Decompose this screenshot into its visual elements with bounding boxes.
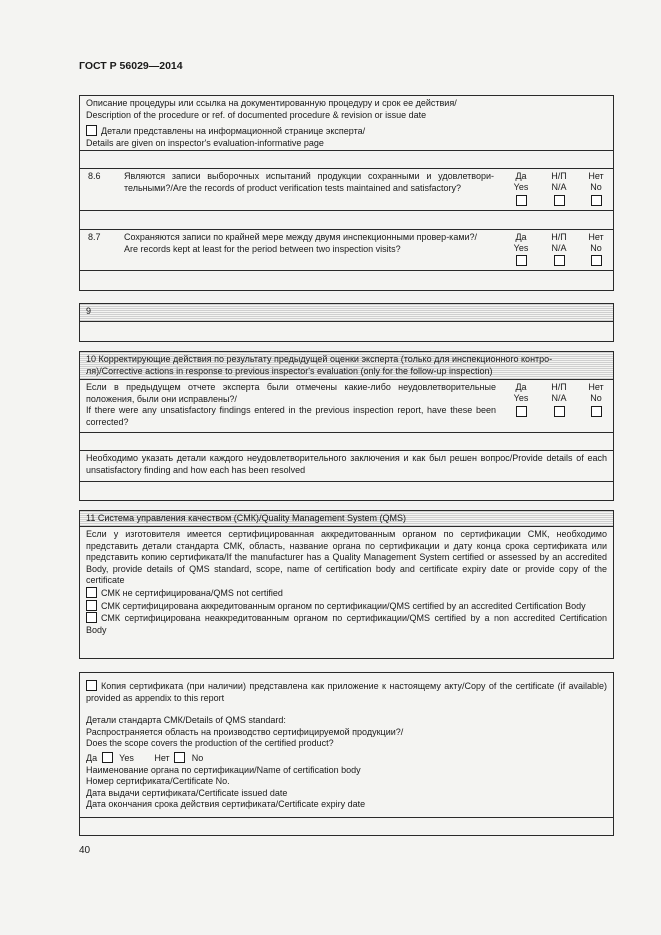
procedure-line-1: Описание процедуры или ссылка на документированную процедуру и срок ее действия/ (86, 98, 457, 108)
blank-row (80, 271, 613, 290)
expiry-date-label: Дата окончания срока действия сертификата/Certificate expiry date (86, 799, 366, 810)
yes-column (504, 171, 538, 210)
scope-yes-checkbox[interactable] (102, 752, 113, 763)
no-label-ru: Нет (588, 232, 604, 242)
yes-checkbox[interactable] (516, 195, 527, 206)
section-9 (79, 303, 614, 342)
no-label: No (191, 752, 204, 763)
qms-option-label: СМК сертифицирована неаккредитованным органом по сертификации/QMS certified by a non accredited Certification Body (86, 613, 607, 635)
na-label-ru: Н/П (551, 382, 567, 392)
yes-label-ru: Да (515, 171, 527, 181)
question-number: 8.6 (88, 171, 101, 181)
qms-intro: Если у изготовителя имеется сертифицированная аккредитованным органом по сертификации СМК, необходимо представить детали стандарта СМК, область, название органа по сертификации и дату конца срока сертификата или представить копию сертификата/If the manufacturer has a Quality Management System certified or assessed by an accredited Body, provide details of QMS standard, scope, name of certification body and certificate expiry date or provide copy of the certificate (86, 529, 607, 586)
question-text (86, 382, 496, 428)
na-label-en: N/A (551, 243, 567, 253)
yes-label-en: Yes (513, 393, 529, 403)
procedure-row (80, 96, 613, 151)
details-text: Необходимо указать детали каждого неудовлетворительного заключения и как был решен вопрос/Provide details of each unsatisfactory finding and how each has been resolved (86, 453, 607, 475)
no-column (579, 232, 613, 270)
certificate-number-label: Номер сертификата/Certificate No. (86, 776, 230, 787)
na-label-en: N/A (551, 393, 567, 403)
details-label-en: Details are given on inspector's evaluation-informative page (86, 137, 324, 148)
section-10 (79, 351, 614, 501)
yes-label-en: Yes (513, 243, 529, 253)
no-column (579, 382, 613, 421)
section-title-row (80, 511, 613, 527)
scope-no-checkbox[interactable] (174, 752, 185, 763)
scope-answers (86, 752, 607, 765)
procedure-line-2: Description of the procedure or ref. of documented procedure & revision or issue date (86, 109, 427, 120)
no-checkbox[interactable] (591, 195, 602, 206)
section-11 (79, 510, 614, 659)
section-title: 10 Корректирующие действия по результату предыдущей оценки эксперта (только для инспекционного контро-ля)/Corrective actions in response to previous inspector's evaluation (only for the follow-up inspection) (86, 354, 553, 376)
blank-row (80, 151, 613, 169)
copy-label: Копия сертификата (при наличии) представлена как приложение к настоящему акту/Copy of the certificate (if available) provided as appendix to this report (86, 681, 607, 703)
yes-checkbox[interactable] (516, 406, 527, 417)
qms-option-label: СМК сертифицирована аккредитованным органом по сертификации/QMS certified by an accredited Certification Body (101, 600, 586, 611)
details-label-ru: Детали представлены на информационной странице эксперта/ (101, 126, 366, 137)
na-checkbox[interactable] (554, 195, 565, 206)
question-corrected (80, 380, 613, 433)
question-number: 8.7 (88, 232, 101, 242)
qms-accredited-checkbox[interactable] (86, 600, 97, 611)
qms-option-1 (86, 587, 607, 600)
section-title: 11 Система управления качеством (СМК)/Quality Management System (QMS) (86, 513, 406, 523)
yes-label-ru: Да (515, 232, 527, 242)
no-checkbox[interactable] (591, 255, 602, 266)
na-label-ru: Н/П (551, 171, 567, 181)
yes-label-ru: Да (515, 382, 527, 392)
yes-column (504, 382, 538, 421)
question-8-7 (80, 230, 613, 271)
qms-options (80, 527, 613, 658)
details-checkbox[interactable] (86, 125, 97, 136)
certification-body-label: Наименование органа по сертификации/Name of certification body (86, 764, 361, 775)
copy-checkbox[interactable] (86, 680, 97, 691)
qms-not-certified-checkbox[interactable] (86, 587, 97, 598)
yes-column (504, 232, 538, 270)
question-text-ru: Сохраняются записи по крайней мере между двумя инспекционными провер-ками?/ (124, 232, 478, 242)
na-label-en: N/A (551, 182, 567, 192)
no-label-en: No (590, 182, 602, 192)
no-column (579, 171, 613, 210)
qms-non-accredited-checkbox[interactable] (86, 612, 97, 623)
question-text: Являются записи выборочных испытаний продукции сохранными и удовлетвори-тельными?/Are the records of product verification tests maintained and satisfactory? (124, 171, 494, 193)
page-number: 40 (79, 845, 91, 856)
procedure-block (79, 95, 614, 291)
scope-question-en: Does the scope covers the production of the certified product? (86, 738, 334, 749)
da-label: Да (86, 752, 98, 763)
no-label-en: No (590, 393, 602, 403)
qms-option-2 (86, 600, 607, 613)
blank-row (80, 211, 613, 230)
yes-label-en: Yes (513, 182, 529, 192)
blank-row (80, 482, 613, 500)
document-header: ГОСТ Р 56029—2014 (79, 60, 183, 72)
section-title-row (80, 352, 613, 380)
section-title: 9 (86, 306, 92, 316)
yes-checkbox[interactable] (516, 255, 527, 266)
qms-option-3 (86, 612, 607, 636)
certificate-details (80, 673, 613, 818)
question-text-ru: Если в предыдущем отчете эксперта были отмечены какие-либо неудовлетворительные положения, были они исправлены?/ (86, 382, 496, 404)
no-checkbox[interactable] (591, 406, 602, 417)
question-8-6 (80, 169, 613, 211)
qms-option-label: СМК не сертифицирована/QMS not certified (101, 587, 283, 598)
details-option (86, 125, 607, 138)
details-row (80, 451, 613, 482)
issue-date-label: Дата выдачи сертификата/Certificate issued date (86, 787, 288, 798)
blank-row (80, 433, 613, 451)
na-checkbox[interactable] (554, 406, 565, 417)
na-checkbox[interactable] (554, 255, 565, 266)
na-column (542, 232, 576, 270)
no-label-en: No (590, 243, 602, 253)
qms-standard-label: Детали стандарта СМК/Details of QMS standard: (86, 715, 286, 726)
na-column (542, 382, 576, 421)
yes-label: Yes (119, 752, 134, 763)
question-text-en: Are records kept at least for the period between two inspection visits? (124, 243, 401, 254)
scope-question-ru: Распространяется область на производство сертифицируемой продукции?/ (86, 726, 404, 737)
question-text (124, 232, 494, 255)
na-label-ru: Н/П (551, 232, 567, 242)
na-column (542, 171, 576, 210)
copy-option (86, 680, 607, 704)
blank-row (80, 818, 613, 835)
blank-row (80, 322, 613, 341)
net-label: Нет (154, 752, 170, 763)
question-text-en: If there were any unsatisfactory findings entered in the previous inspection report, have these been corrected? (86, 405, 496, 427)
no-label-ru: Нет (588, 382, 604, 392)
section-title-row (80, 304, 613, 322)
no-label-ru: Нет (588, 171, 604, 181)
certificate-block (79, 672, 614, 836)
